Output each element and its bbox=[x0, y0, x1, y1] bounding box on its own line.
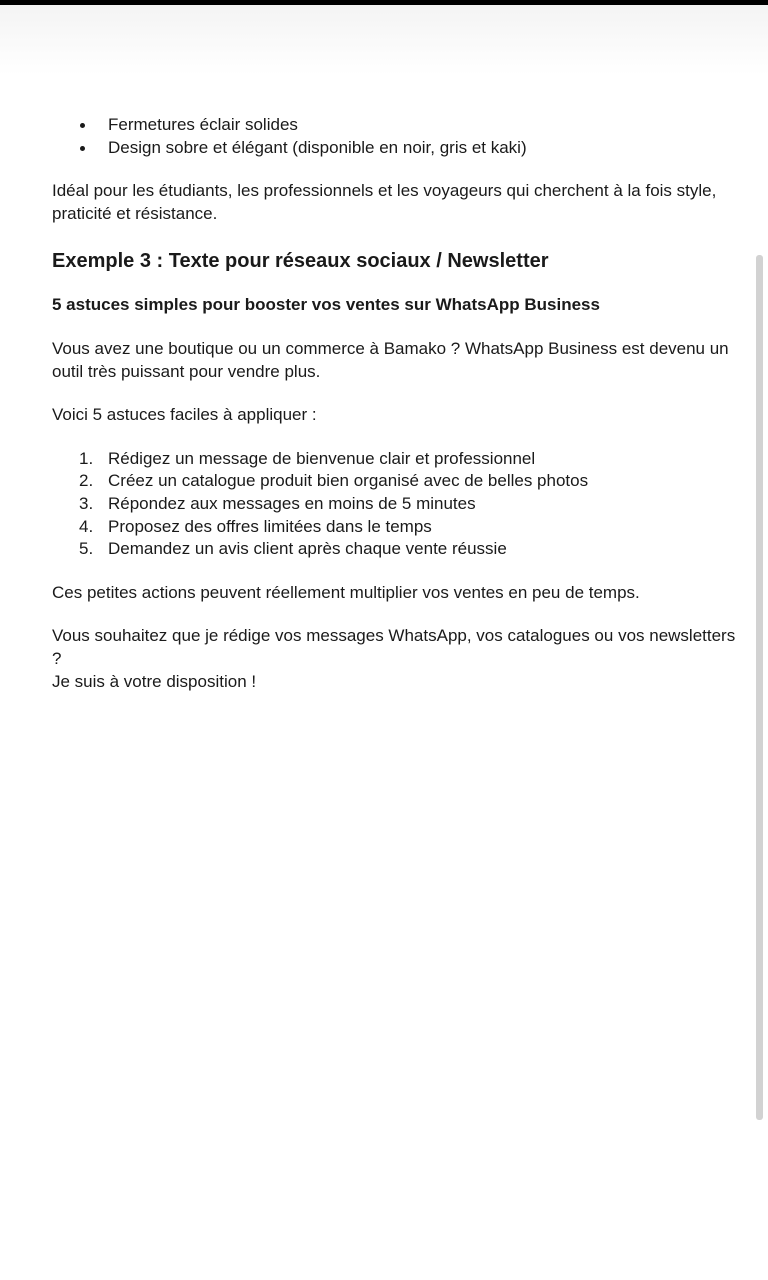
list-item-text: Design sobre et élégant (disponible en noir, gris et kaki) bbox=[108, 137, 527, 157]
list-item-text: Répondez aux messages en moins de 5 minutes bbox=[108, 493, 476, 513]
subheading: 5 astuces simples pour booster vos ventes sur WhatsApp Business bbox=[52, 295, 600, 315]
list-number: 2. bbox=[79, 471, 94, 491]
list-number: 1. bbox=[79, 448, 94, 468]
scrollbar-thumb[interactable] bbox=[756, 255, 763, 1120]
list-item-text: Proposez des offres limitées dans le temps bbox=[108, 516, 432, 536]
closing-line-1: Vous souhaitez que je rédige vos messages WhatsApp, vos catalogues ou vos newsletters ? bbox=[52, 626, 736, 668]
list-number: 4. bbox=[79, 516, 94, 536]
intro-line-2: outil très puissant pour vendre plus. bbox=[52, 361, 321, 381]
list-item-text: Demandez un avis client après chaque vente réussie bbox=[108, 539, 507, 559]
bullet-icon bbox=[80, 146, 85, 151]
conclusion-paragraph: Ces petites actions peuvent réellement multiplier vos ventes en peu de temps. bbox=[52, 582, 640, 602]
list-number: 5. bbox=[79, 539, 94, 559]
top-shadow bbox=[0, 5, 768, 75]
list-item bbox=[52, 538, 742, 561]
feature-list bbox=[52, 114, 742, 159]
tips-list bbox=[52, 448, 742, 561]
list-item bbox=[52, 137, 742, 160]
closing-paragraph bbox=[52, 625, 742, 693]
intro-paragraph bbox=[52, 338, 742, 383]
bullet-icon bbox=[80, 123, 85, 128]
list-item bbox=[52, 448, 742, 471]
list-item bbox=[52, 493, 742, 516]
tips-intro: Voici 5 astuces faciles à appliquer : bbox=[52, 405, 317, 425]
list-item bbox=[52, 516, 742, 539]
intro-line-1: Vous avez une boutique ou un commerce à Bamako ? WhatsApp Business est devenu un bbox=[52, 338, 729, 358]
ideal-line-2: praticité et résistance. bbox=[52, 203, 218, 223]
list-item-text: Fermetures éclair solides bbox=[108, 115, 298, 134]
scrollbar[interactable] bbox=[754, 255, 764, 1120]
list-number: 3. bbox=[79, 493, 94, 513]
list-item bbox=[52, 114, 742, 137]
ideal-line-1: Idéal pour les étudiants, les professionnels et les voyageurs qui cherchent à la fois style, bbox=[52, 181, 717, 201]
ideal-paragraph bbox=[52, 180, 742, 225]
list-item-text: Créez un catalogue produit bien organisé avec de belles photos bbox=[108, 471, 589, 491]
list-item-text: Rédigez un message de bienvenue clair et professionnel bbox=[108, 448, 536, 468]
list-item bbox=[52, 470, 742, 493]
closing-line-2: Je suis à votre disposition ! bbox=[52, 671, 257, 691]
section-heading: Exemple 3 : Texte pour réseaux sociaux / Newsletter bbox=[52, 250, 549, 273]
document-body bbox=[52, 114, 742, 693]
